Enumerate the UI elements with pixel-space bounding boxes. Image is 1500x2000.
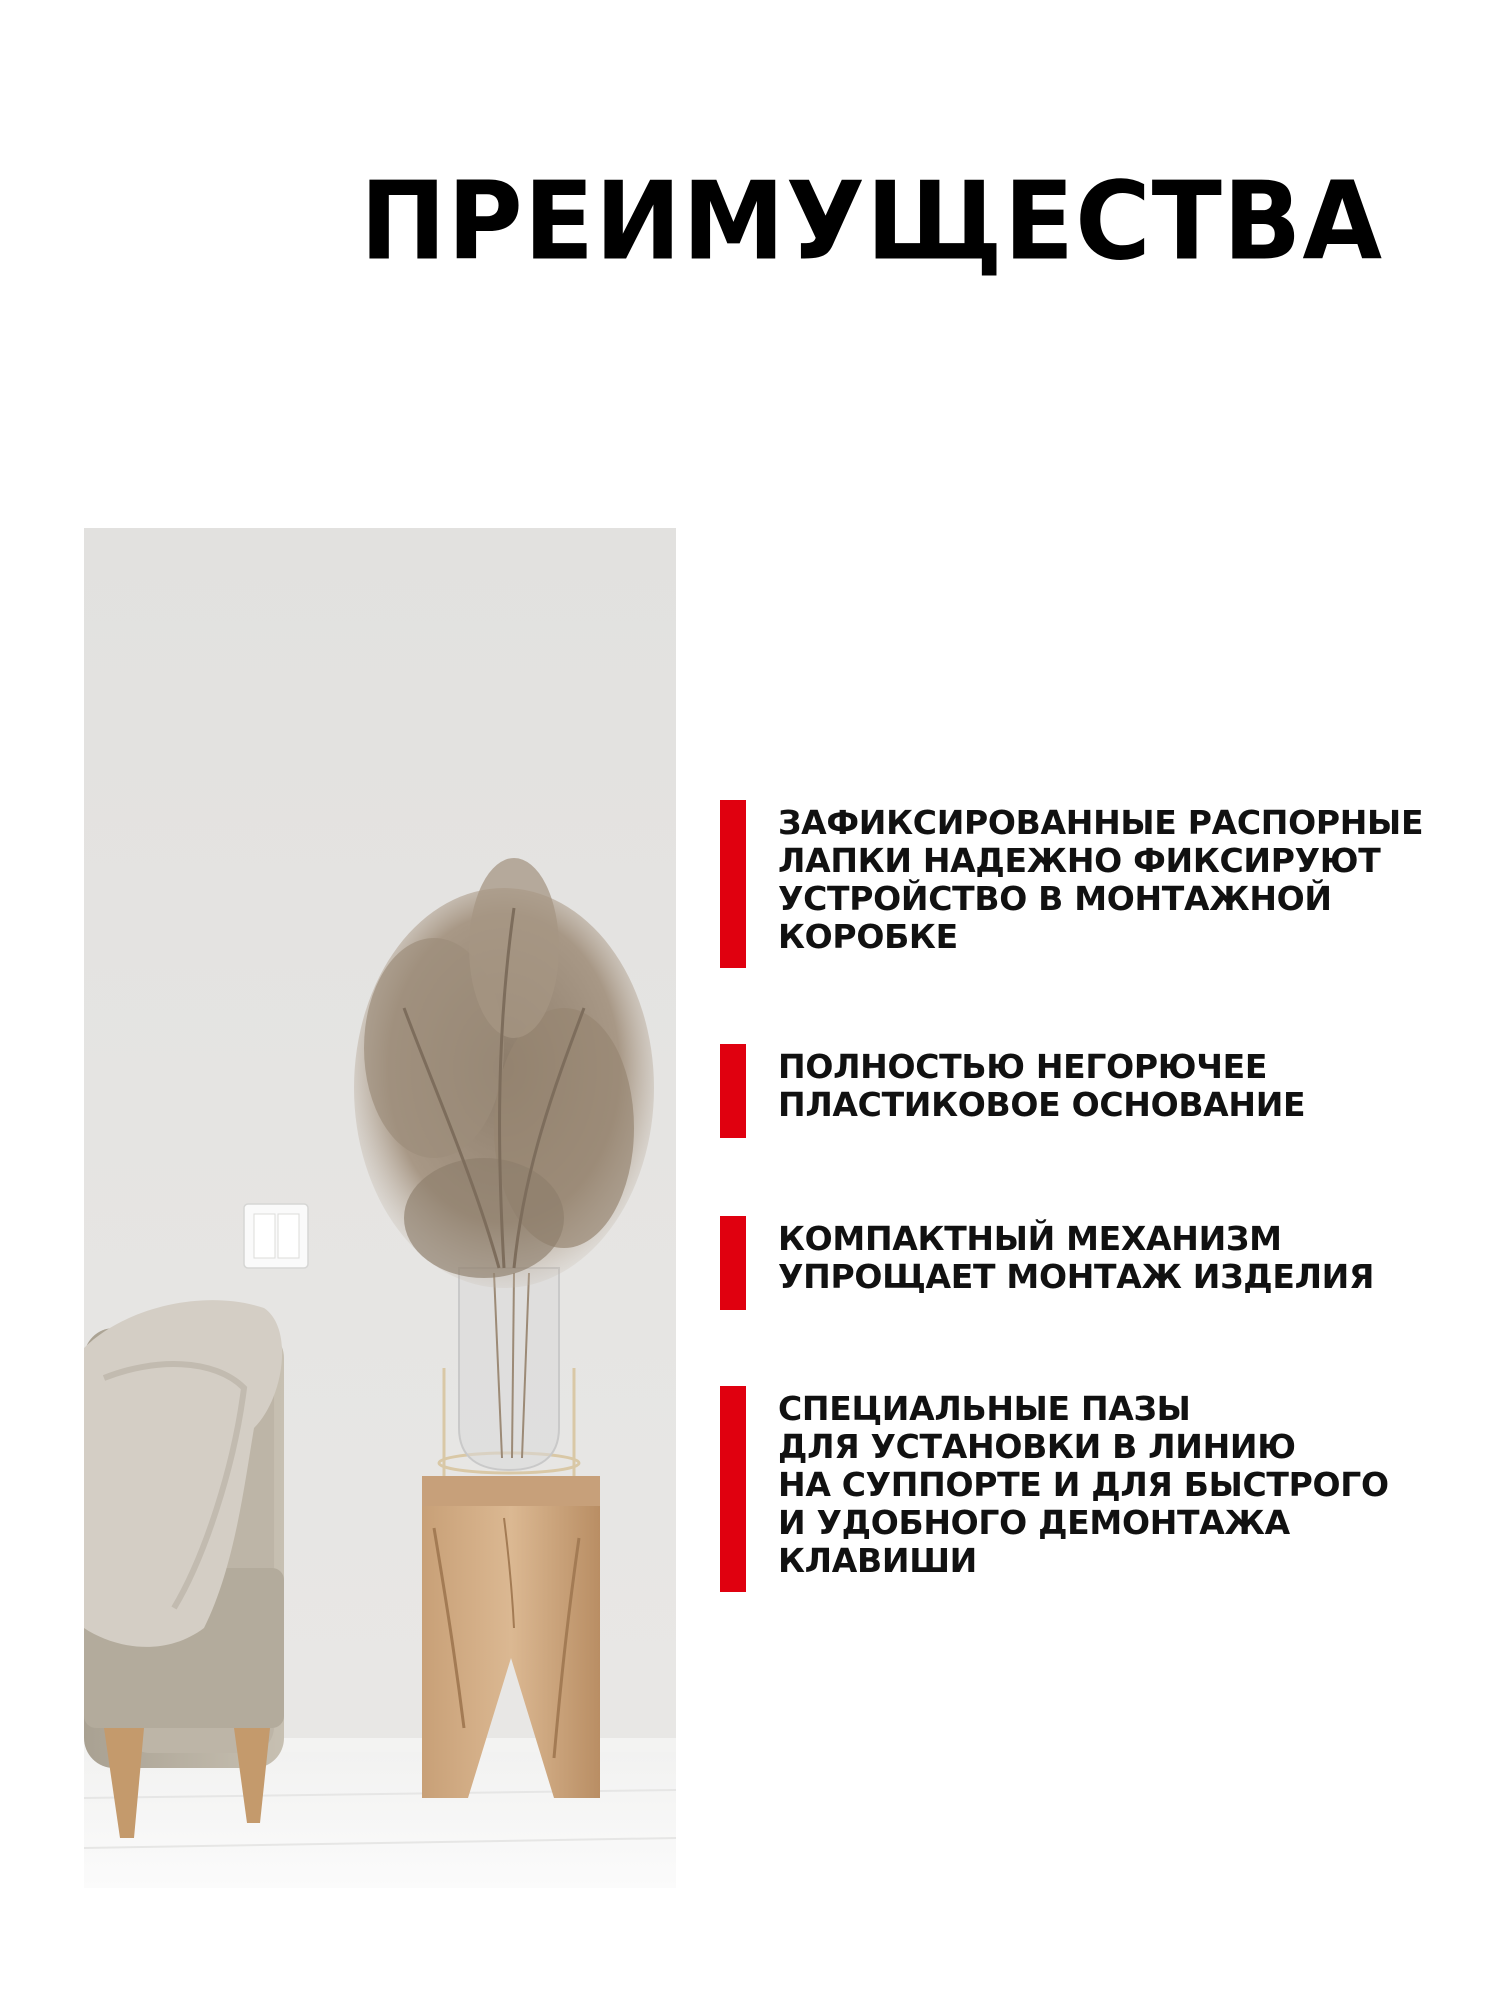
feature-text: КОМПАКТНЫЙ МЕХАНИЗМ УПРОЩАЕТ МОНТАЖ ИЗДЕЛИЯ [778, 1219, 1375, 1296]
feature-item-2 [720, 1044, 1305, 1138]
feature-item-3 [720, 1216, 1374, 1310]
feature-item-1 [720, 800, 1423, 968]
page-title: ПРЕИМУЩЕСТВА [360, 158, 1384, 285]
accent-bar [720, 1044, 746, 1138]
accent-bar [720, 1386, 746, 1592]
accent-bar [720, 1216, 746, 1310]
interior-photo-icon [84, 528, 676, 1888]
feature-text: ЗАФИКСИРОВАННЫЕ РАСПОРНЫЕ ЛАПКИ НАДЕЖНО ФИКСИРУЮТ УСТРОЙСТВО В МОНТАЖНОЙ КОРОБКЕ [778, 803, 1424, 956]
accent-bar [720, 800, 746, 968]
interior-photo [84, 528, 676, 1888]
feature-text: ПОЛНОСТЬЮ НЕГОРЮЧЕЕ ПЛАСТИКОВОЕ ОСНОВАНИЕ [778, 1047, 1306, 1124]
feature-item-4 [720, 1386, 1389, 1592]
feature-text: СПЕЦИАЛЬНЫЕ ПАЗЫ ДЛЯ УСТАНОВКИ В ЛИНИЮ НА СУППОРТЕ И ДЛЯ БЫСТРОГО И УДОБНОГО ДЕМОНТАЖА КЛАВИШИ [778, 1389, 1389, 1580]
